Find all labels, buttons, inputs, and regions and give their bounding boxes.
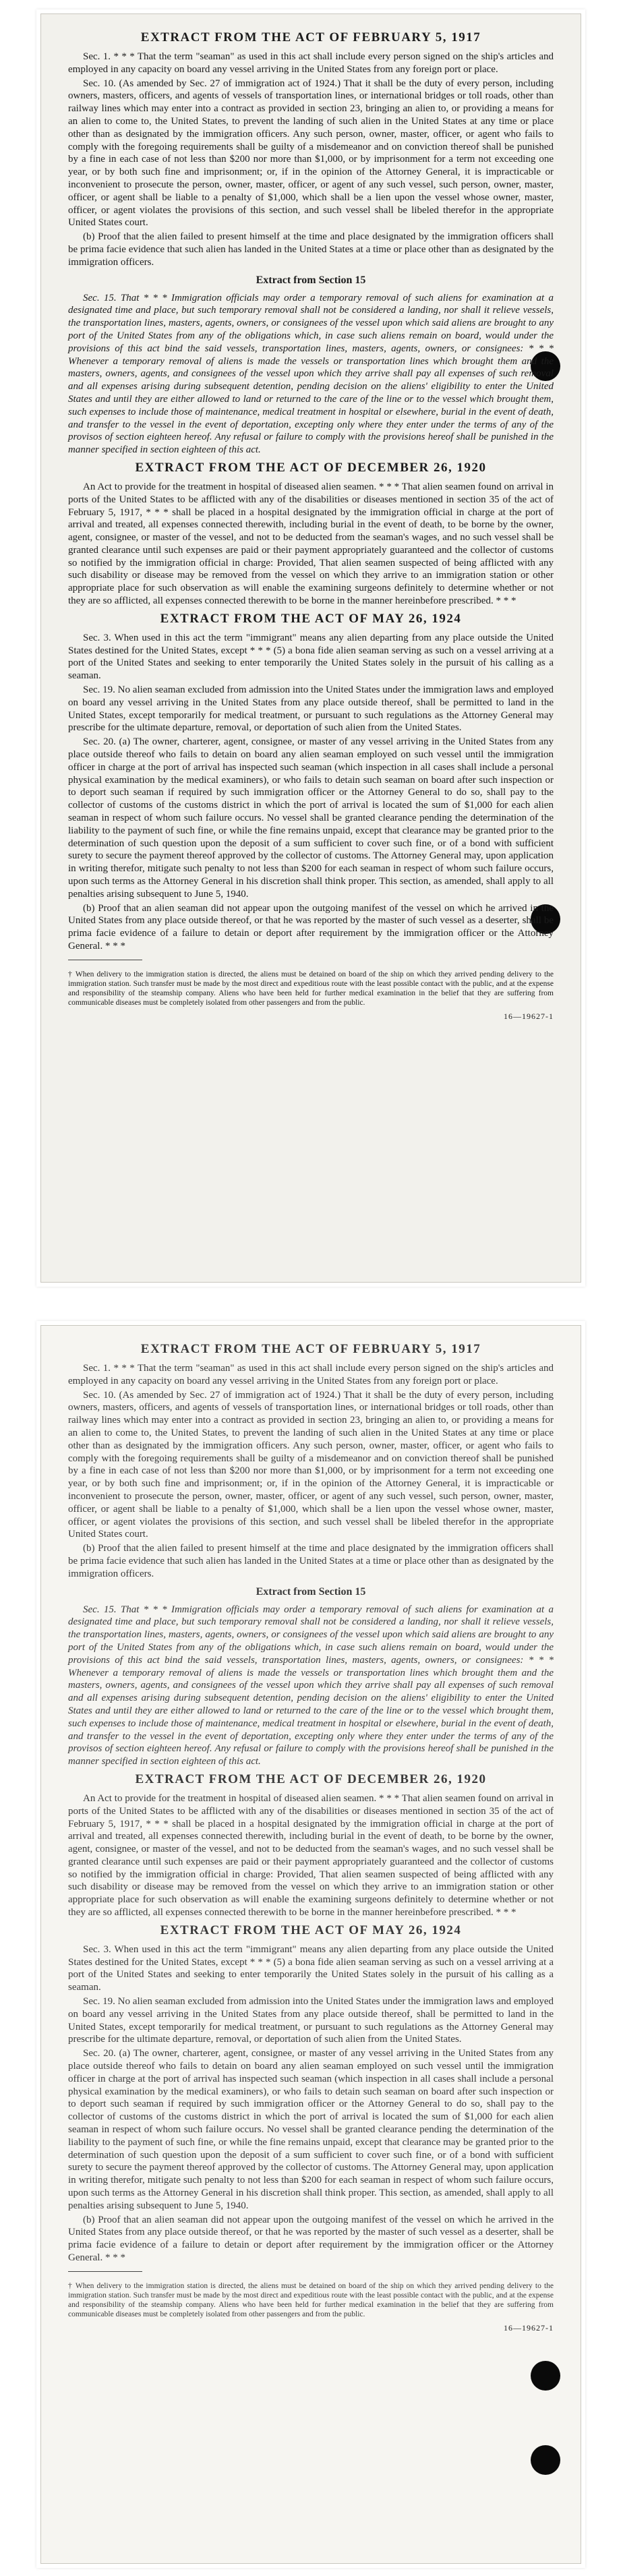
paragraph-1917-sec-10b: (b) Proof that the alien failed to present himself at the time and place designated by the immigration officers shall be prima facie evidence that such alien has landed in the United States at a time or place other than as designated by the immigration officers. (68, 1543, 554, 1579)
paragraph-1917-sec-15: Sec. 15. That * * * Immigration officials may order a temporary removal of such aliens for examination at a designated time and place, but such temporary removal shall not be considered a landing, nor shall it relieve vessels, the transportation lines, masters, agents, owners, or consignees of the vessel upon which said aliens are brought to any port of the United States from any of the obligations which, in case such aliens remain on board, would under the provisions of this act bind the said vessels, transportation lines, masters, agents, owners, or consignees: * * * Whenever a temporary removal of aliens is made the vessels or transportation lines which brought them and the masters, owners, agents, and consignees of the vessel upon which they arrive shall pay all expenses of such removal and all expenses arising during subsequent detention, pending decision on the aliens' eligibility to enter the United States and until they are either allowed to land or returned to the care of the line or to the vessel which brought them, such expenses to include those of maintenance, medical treatment in hospital or elsewhere, burial in the event of death, and transfer to the vessel in the event of deportation, excepting only where they enter under the terms of any of the provisos of section eighteen hereof. Any refusal or failure to comply with the provisions hereof shall be punished in the manner specified in section eighteen of this act. (68, 292, 554, 456)
footnote: † When delivery to the immigration station is directed, the aliens must be detained on board of the ship on which they arrived pending delivery to the immigration station. Such transfer must be made by the most direct and expeditious route with the least possible contact with the public, and at the expense and responsibility of the steamship company. Aliens who have been held for further medical examination in the belief that they are suffering from communicable diseases must be completely isolated from other passengers and from the public. (68, 2281, 554, 2318)
paragraph-1924-sec-19: Sec. 19. No alien seaman excluded from admission into the United States under the immigration laws and employed on board any vessel arriving in the United States from any place outside thereof, shall be permitted to land in the United States, except temporarily for medical treatment, or pursuant to such regulations as the Attorney General may prescribe for the ultimate departure, removal, or deportation of such alien from the United States. (68, 684, 554, 734)
paragraph-1917-sec-1: Sec. 1. * * * That the term "seaman" as used in this act shall include every person signed on the ship's articles and employed in any capacity on board any vessel arriving in the United States from any foreign port or place. (68, 1363, 554, 1386)
paragraph-1924-sec-20b: (b) Proof that an alien seaman did not appear upon the outgoing manifest of the vessel on which he arrived in the United States from any place outside thereof, or that he was reported by the master of such vessel as a deserter, shall be prima facie evidence of a failure to detain or deport after requirement by the immigration officer or the Attorney General. * * * (68, 902, 554, 952)
punch-hole-bottom (531, 2445, 560, 2475)
heading-act-dec-1920: EXTRACT FROM THE ACT OF DECEMBER 26, 1920 (135, 460, 487, 475)
paragraph-1917-sec-15: Sec. 15. That * * * Immigration officials may order a temporary removal of such aliens for examination at a designated time and place, but such temporary removal shall not be considered a landing, nor shall it relieve vessels, the transportation lines, masters, agents, owners, or consignees of the vessel upon which said aliens are brought to any port of the United States from any of the obligations which, in case such aliens remain on board, would under the provisions of this act bind the said vessels, transportation lines, masters, agents, owners, or consignees: * * * Whenever a temporary removal of aliens is made the vessels or transportation lines which brought them and the masters, owners, agents, and consignees of the vessel upon which they arrive shall pay all expenses of such removal and all expenses arising during subsequent detention, pending decision on the aliens' eligibility to enter the United States and until they are either allowed to land or returned to the care of the line or to the vessel which brought them, such expenses to include those of maintenance, medical treatment in hospital or elsewhere, burial in the event of death, and transfer to the vessel in the event of deportation, excepting only where they enter under the terms of any of the provisos of section eighteen hereof. Any refusal or failure to comply with the provisions hereof shall be punished in the manner specified in section eighteen of this act. (68, 1604, 554, 1767)
heading-act-may-1924: EXTRACT FROM THE ACT OF MAY 26, 1924 (160, 611, 462, 626)
heading-act-feb-1917: EXTRACT FROM THE ACT OF FEBRUARY 5, 1917 (140, 1342, 481, 1356)
page-1-text-column (68, 26, 554, 1022)
subheading-section-15: Extract from Section 15 (256, 1585, 366, 1598)
paragraph-1924-sec-20b: (b) Proof that an alien seaman did not appear upon the outgoing manifest of the vessel on which he arrived in the United States from any place outside thereof, or that he was reported by the master of such vessel as a deserter, shall be prima facie evidence of a failure to detain or deport after requirement by the immigration officer or the Attorney General. * * * (68, 2214, 554, 2263)
paragraph-1924-sec-20: Sec. 20. (a) The owner, charterer, agent, consignee, or master of any vessel arriving in the United States from any place outside thereof who fails to detain on board any alien seaman employed on such vessel until the immigration officer in charge at the port of arrival has inspected such seaman (which inspection in all cases shall include a personal physical examination by the medical examiners), or who fails to detain such seaman on board after such inspection or to deport such seaman if required by such immigration officer or the Attorney General to do so, shall pay to the collector of customs of the customs district in which the port of arrival is located the sum of $1,000 for each alien seaman in respect of whom such failure occurs. No vessel shall be granted clearance pending the determination of the liability to the payment of such fine, or while the fine remains unpaid, except that clearance may be granted prior to the determination of such question upon the deposit of a sum sufficient to cover such fine, or of a bond with sufficient surety to secure the payment thereof approved by the collector of customs. The Attorney General may, upon application in writing therefor, mitigate such penalty to not less than $200 for each seaman in respect of whom such failure occurs, upon such terms as the Attorney General in his discretion shall think proper. This section, as amended, shall apply to all penalties arising subsequent to June 5, 1940. (68, 2048, 554, 2211)
heading-act-feb-1917: EXTRACT FROM THE ACT OF FEBRUARY 5, 1917 (140, 30, 481, 45)
heading-act-may-1924: EXTRACT FROM THE ACT OF MAY 26, 1924 (160, 1923, 462, 1937)
paragraph-1920: An Act to provide for the treatment in hospital of diseased alien seamen. * * * That alien seamen found on arrival in ports of the United States to be afflicted with any of the disabilities or diseases mentioned in section 35 of the act of February 5, 1917, * * * shall be placed in a hospital designated by the immigration official in charge at the port of arrival and treated, all expenses connected therewith, including burial in the event of death, to be borne by the owner, agent, consignee, or master of the vessel, and not to be deducted from the seaman's wages, and no such vessel shall be granted clearance until such expenses are paid or their payment appropriately guaranteed and the collector of customs so notified by the immigration official in charge: Provided, That alien seamen suspected of being afflicted with any such disability or disease may be removed from the vessel on which they arrive to an immigration station or other appropriate place for such observation as will enable the examining surgeons definitely to determine whether or not they are so afflicted, all expenses connected therewith to be borne in the manner hereinbefore prescribed. * * * (68, 481, 554, 607)
paragraph-1924-sec-3: Sec. 3. When used in this act the term "immigrant" means any alien departing from any place outside the United States destined for the United States, except * * * (5) a bona fide alien seaman serving as such on a vessel arriving at a port of the United States and seeking to enter temporarily the United States solely in the pursuit of his calling as a seaman. (68, 1943, 554, 1993)
paragraph-1924-sec-19: Sec. 19. No alien seaman excluded from admission into the United States under the immigration laws and employed on board any vessel arriving in the United States from any place outside thereof, shall be permitted to land in the United States, except temporarily for medical treatment, or pursuant to such regulations as the Attorney General may prescribe for the ultimate departure, removal, or deportation of such alien from the United States. (68, 1996, 554, 2045)
document-page-1 (40, 13, 581, 1283)
form-number: 16—19627-1 (504, 1011, 554, 1021)
paragraph-1917-sec-1: Sec. 1. * * * That the term "seaman" as used in this act shall include every person signed on the ship's articles and employed in any capacity on board any vessel arriving in the United States from any foreign port or place. (68, 51, 554, 75)
paragraph-1917-sec-10b: (b) Proof that the alien failed to present himself at the time and place designated by the immigration officers shall be prima facie evidence that such alien has landed in the United States at a time or place other than as designated by the immigration officers. (68, 231, 554, 268)
footnote: † When delivery to the immigration station is directed, the aliens must be detained on board of the ship on which they arrived pending delivery to the immigration station. Such transfer must be made by the most direct and expeditious route with the least possible contact with the public, and at the expense and responsibility of the steamship company. Aliens who have been held for further medical examination in the belief that they are suffering from communicable diseases must be completely isolated from other passengers and from the public. (68, 970, 554, 1007)
paragraph-1920: An Act to provide for the treatment in hospital of diseased alien seamen. * * * That alien seamen found on arrival in ports of the United States to be afflicted with any of the disabilities or diseases mentioned in section 35 of the act of February 5, 1917, * * * shall be placed in a hospital designated by the immigration official in charge at the port of arrival and treated, all expenses connected therewith, including burial in the event of death, to be borne by the owner, agent, consignee, or master of the vessel, and not to be deducted from the seaman's wages, and no such vessel shall be granted clearance until such expenses are paid or their payment appropriately guaranteed and the collector of customs so notified by the immigration official in charge: Provided, That alien seamen suspected of being afflicted with any such disability or disease may be removed from the vessel on which they arrive to an immigration station or other appropriate place for such observation as will enable the examining surgeons definitely to determine whether or not they are so afflicted, all expenses connected therewith to be borne in the manner hereinbefore prescribed. * * * (68, 1792, 554, 1919)
punch-hole-top (531, 2361, 560, 2391)
paragraph-1917-sec-10: Sec. 10. (As amended by Sec. 27 of immigration act of 1924.) That it shall be the duty of every person, including owners, masters, officers, and agents of vessels of transportation lines, or international bridges or toll roads, other than railway lines which may enter into a contract as provided in section 23, bringing an alien to, or providing a means for an alien to come to, the United States, to prevent the landing of such alien in the United States at any time or place other than as designated by the immigration officers. Any such person, owner, master, officer, or agent who fails to comply with the foregoing requirements shall be guilty of a misdemeanor and on conviction thereof shall be punished by a fine in each case of not less than $200 nor more than $1,000, or by imprisonment for a term not exceeding one year, or by both such fine and imprisonment; or, if in the opinion of the Attorney General, it is impracticable or inconvenient to prosecute the person, owner, master, officer, or agent of any such vessel, such person, owner, master, officer, or agent shall be liable to a penalty of $1,000, which shall be a lien upon the vessel whose owner, master, officer, or agent violates the provisions of this section, and such vessel shall be libeled therefor in the appropriate United States court. (68, 1389, 554, 1540)
document-page-2 (40, 1325, 581, 2564)
paragraph-1924-sec-3: Sec. 3. When used in this act the term "immigrant" means any alien departing from any place outside the United States destined for the United States, except * * * (5) a bona fide alien seaman serving as such on a vessel arriving at a port of the United States and seeking to enter temporarily the United States solely in the pursuit of his calling as a seaman. (68, 632, 554, 682)
footnote-rule (68, 2271, 142, 2272)
heading-act-dec-1920: EXTRACT FROM THE ACT OF DECEMBER 26, 1920 (135, 1772, 487, 1786)
paragraph-1917-sec-10: Sec. 10. (As amended by Sec. 27 of immigration act of 1924.) That it shall be the duty of every person, including owners, masters, officers, and agents of vessels of transportation lines, or international bridges or toll roads, other than railway lines which may enter into a contract as provided in section 23, bringing an alien to, or providing a means for an alien to come to, the United States, to prevent the landing of such alien in the United States at any time or place other than as designated by the immigration officers. Any such person, owner, master, officer, or agent who fails to comply with the foregoing requirements shall be guilty of a misdemeanor and on conviction thereof shall be punished by a fine in each case of not less than $200 nor more than $1,000, or by imprisonment for a term not exceeding one year, or by both such fine and imprisonment; or, if in the opinion of the Attorney General, it is impracticable or inconvenient to prosecute the person, owner, master, officer, or agent of any such vessel, such person, owner, master, officer, or agent shall be liable to a penalty of $1,000, which shall be a lien upon the vessel whose owner, master, officer, or agent violates the provisions of this section, and such vessel shall be libeled therefor in the appropriate United States court. (68, 78, 554, 229)
page-2-text-column (68, 1338, 554, 2333)
subheading-section-15: Extract from Section 15 (256, 274, 366, 286)
paragraph-1924-sec-20: Sec. 20. (a) The owner, charterer, agent, consignee, or master of any vessel arriving in the United States from any place outside thereof who fails to detain on board any alien seaman employed on such vessel until the immigration officer in charge at the port of arrival has inspected such seaman (which inspection in all cases shall include a personal physical examination by the medical examiners), or who fails to detain such seaman on board after such inspection or to deport such seaman if required by such immigration officer or the Attorney General to do so, shall pay to the collector of customs of the customs district in which the port of arrival is located the sum of $1,000 for each alien seaman in respect of whom such failure occurs. No vessel shall be granted clearance pending the determination of the liability to the payment of such fine, or while the fine remains unpaid, except that clearance may be granted prior to the determination of such question upon the deposit of a sum sufficient to cover such fine, or of a bond with sufficient surety to secure the payment thereof approved by the collector of customs. The Attorney General may, upon application in writing therefor, mitigate such penalty to not less than $200 for each seaman in respect of whom such failure occurs, upon such terms as the Attorney General in his discretion shall think proper. This section, as amended, shall apply to all penalties arising subsequent to June 5, 1940. (68, 736, 554, 900)
form-number: 16—19627-1 (504, 2322, 554, 2333)
